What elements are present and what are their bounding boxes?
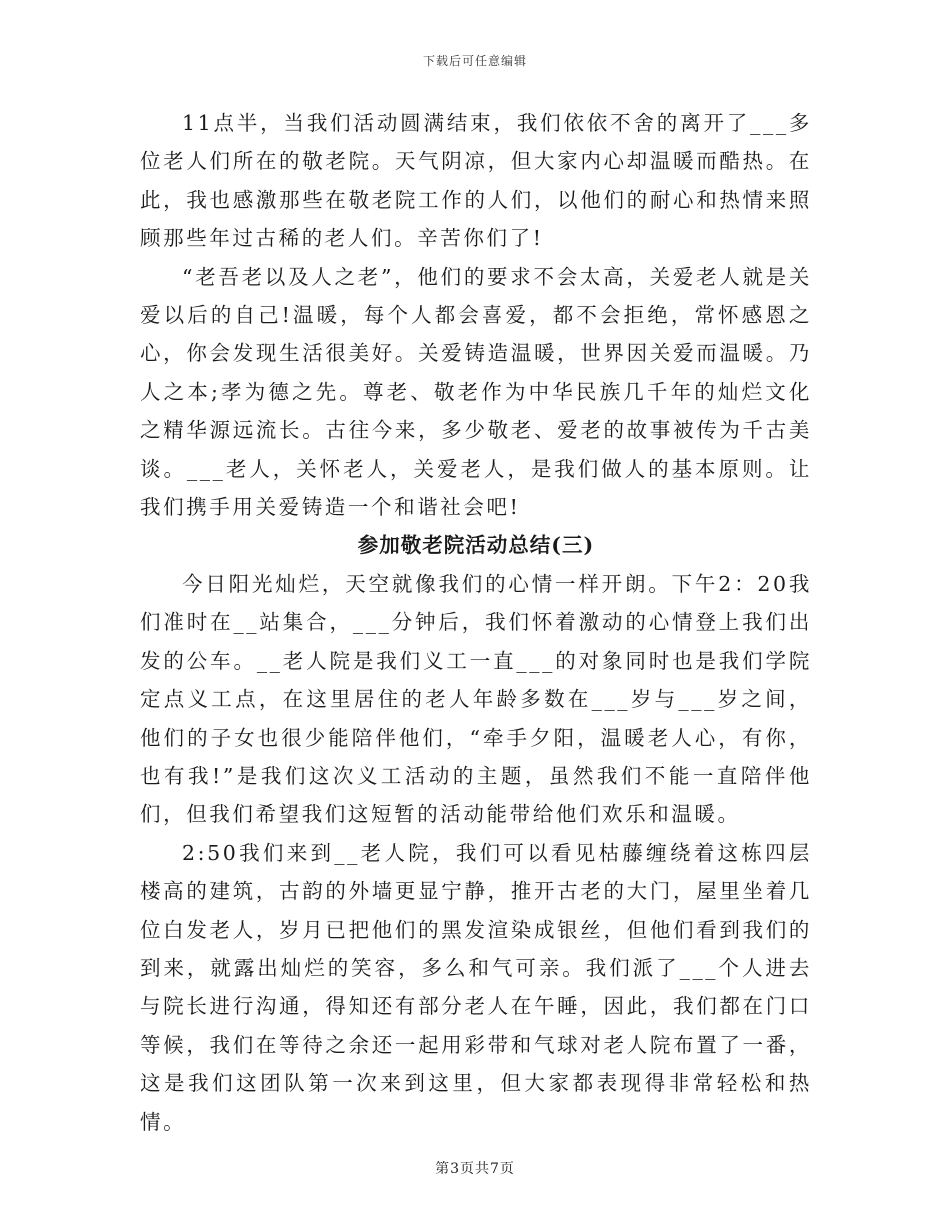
document-body: [140, 104, 812, 1141]
page-header: 下载后可任意编辑: [422, 54, 527, 68]
section-title: 参加敬老院活动总结(三): [357, 533, 595, 558]
paragraph-closing: 11点半，当我们活动圆满结束，我们依依不舍的离开了___多位老人们所在的敬老院。天气阴凉，但大家内心却温暖而酷热。在此，我也感激那些在敬老院工作的人们，以他们的耐心和热情来照顾那些年过古稀的老人们。辛苦你们了!: [140, 111, 812, 251]
paragraph-arrival: 2:50我们来到__老人院，我们可以看见枯藤缠绕着这栋四层楼高的建筑，古韵的外墙更显宁静，推开古老的大门，屋里坐着几位白发老人，岁月已把他们的黑发渲染成银丝，但他们看到我们的到来，就露出灿烂的笑容，多么和气可亲。我们派了___个人进去与院长进行沟通，得知还有部分老人在午睡，因此，我们都在门口等候，我们在等待之余还一起用彩带和气球对老人院布置了一番，这是我们这团队第一次来到这里，但大家都表现得非常轻松和热情。: [140, 840, 812, 1134]
paragraph-departure: 今日阳光灿烂，天空就像我们的心情一样开朗。下午2：20我们准时在__站集合，___分钟后，我们怀着激动的心情登上我们出发的公车。__老人院是我们义工一直___的对象同时也是我们学院定点义工点，在这里居住的老人年龄多数在___岁与___岁之间，他们的子女也很少能陪伴他们，“牵手夕阳，温暖老人心，有你，也有我!”是我们这次义工活动的主题，虽然我们不能一直陪伴他们，但我们希望我们这短暂的活动能带给他们欢乐和温暖。: [140, 571, 812, 827]
page-number: 第3页共7页: [435, 1161, 515, 1177]
paragraph-respect-elders: “老吾老以及人之老”，他们的要求不会太高，关爱老人就是关爱以后的自己!温暖，每个人都会喜爱，都不会拒绝，常怀感恩之心，你会发现生活很美好。关爱铸造温暖，世界因关爱而温暖。乃人之本;孝为德之先。尊老、敬老作为中华民族几千年的灿烂文化之精华源远流长。古往今来，多少敬老、爱老的故事被传为千古美谈。___老人，关怀老人，关爱老人，是我们做人的基本原则。让我们携手用关爱铸造一个和谐社会吧!: [140, 264, 812, 520]
